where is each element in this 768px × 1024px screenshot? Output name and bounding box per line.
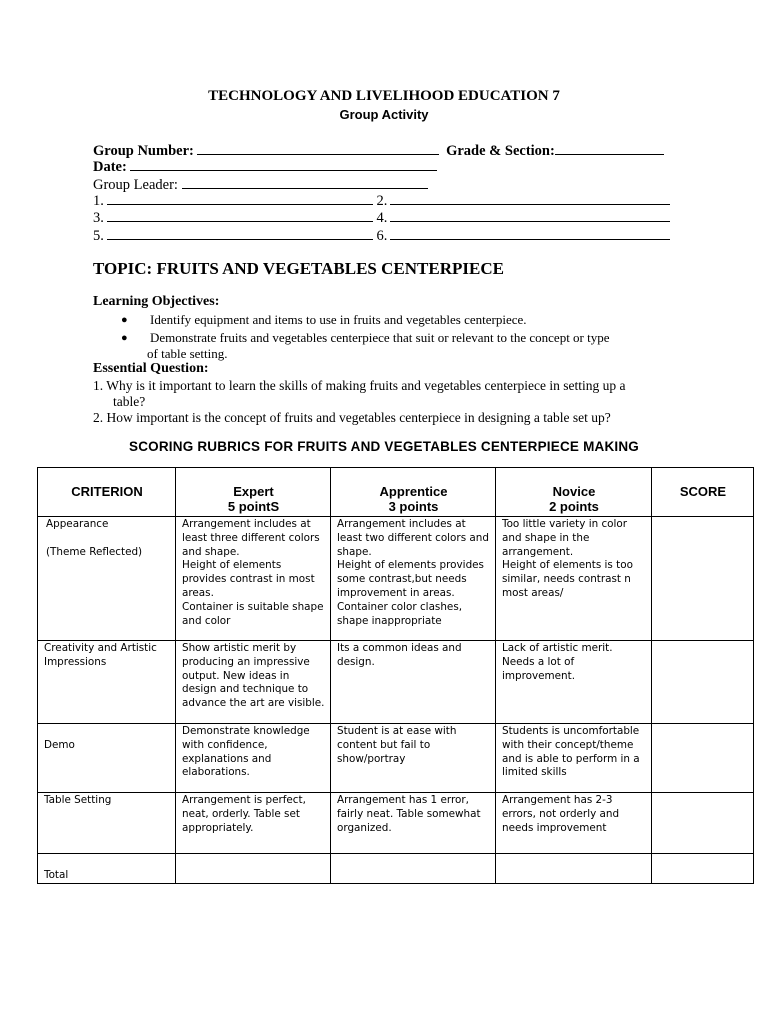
criterion-cell: Appearance (Theme Reflected) bbox=[38, 517, 176, 641]
total-row bbox=[38, 854, 754, 884]
question-2: 2. How important is the concept of fruits and vegetables centerpiece in designing a table set up? bbox=[93, 410, 611, 425]
novice-cell: Too little variety in color and shape in the arrangement. Height of elements is too similar, needs contrast n most areas/ bbox=[496, 517, 652, 641]
total-label-cell: Total bbox=[38, 854, 176, 884]
bullet-icon: ● bbox=[121, 332, 128, 344]
member-number: 1. bbox=[93, 193, 104, 209]
objective-item: Identify equipment and items to use in fruits and vegetables centerpiece. bbox=[150, 312, 527, 327]
score-cell[interactable] bbox=[652, 517, 754, 641]
member-field[interactable] bbox=[107, 208, 373, 222]
date-label: Date: bbox=[93, 159, 127, 175]
expert-cell: Arrangement includes at least three different colors and shape. Height of elements provides contrast in most areas. Container is suitable shape and color bbox=[176, 517, 331, 641]
member-field[interactable] bbox=[390, 208, 670, 222]
member-row bbox=[93, 226, 670, 245]
objective-item: Demonstrate fruits and vegetables centerpiece that suit or relevant to the concept or type bbox=[150, 330, 610, 345]
topic-heading: TOPIC: FRUITS AND VEGETABLES CENTERPIECE bbox=[93, 259, 504, 278]
novice-cell: Lack of artistic merit. Needs a lot of improvement. bbox=[496, 641, 652, 724]
rubric-title: SCORING RUBRICS FOR FRUITS AND VEGETABLES CENTERPIECE MAKING bbox=[128, 439, 640, 454]
document-subtitle: Group Activity bbox=[339, 107, 429, 122]
apprentice-cell: Student is at ease with content but fail to show/portray bbox=[331, 724, 496, 793]
expert-cell: Arrangement is perfect, neat, orderly. Table set appropriately. bbox=[176, 793, 331, 854]
header-apprentice: Apprentice 3 points bbox=[331, 468, 496, 517]
grade-section-label: Grade & Section: bbox=[446, 143, 555, 159]
essential-question-heading: Essential Question: bbox=[93, 361, 209, 376]
table-row bbox=[38, 724, 754, 793]
table-row bbox=[38, 793, 754, 854]
rubric-table bbox=[37, 467, 754, 884]
header-expert: Expert 5 pointS bbox=[176, 468, 331, 517]
novice-cell: Students is uncomfortable with their concept/theme and is able to perform in a limited skills bbox=[496, 724, 652, 793]
score-cell[interactable] bbox=[652, 641, 754, 724]
group-leader-label: Group Leader: bbox=[93, 177, 178, 193]
expert-cell[interactable] bbox=[176, 854, 331, 884]
member-number: 5. bbox=[93, 228, 104, 244]
score-cell[interactable] bbox=[652, 793, 754, 854]
table-row bbox=[38, 517, 754, 641]
learning-objectives-heading: Learning Objectives: bbox=[93, 294, 220, 309]
rubric-header-row bbox=[38, 468, 754, 517]
member-number: 2. bbox=[376, 193, 388, 209]
member-number: 4. bbox=[376, 210, 388, 226]
expert-cell: Show artistic merit by producing an impressive output. New ideas in design and technique to advance the art are visible. bbox=[176, 641, 331, 724]
member-field[interactable] bbox=[390, 191, 670, 205]
member-field[interactable] bbox=[107, 226, 373, 240]
grade-section-field[interactable] bbox=[555, 141, 664, 155]
table-row bbox=[38, 641, 754, 724]
apprentice-cell: Arrangement includes at least two different colors and shape. Height of elements provides some contrast,but needs improvement in areas. Container color clashes, shape inappropriate bbox=[331, 517, 496, 641]
date-field[interactable] bbox=[130, 157, 437, 171]
member-field[interactable] bbox=[107, 191, 373, 205]
member-number: 3. bbox=[93, 210, 104, 226]
question-1: 1. Why is it important to learn the skills of making fruits and vegetables centerpiece in setting up a bbox=[93, 378, 626, 393]
group-number-label: Group Number: bbox=[93, 143, 194, 159]
header-novice: Novice 2 points bbox=[496, 468, 652, 517]
novice-cell[interactable] bbox=[496, 854, 652, 884]
header-score: SCORE bbox=[652, 468, 754, 517]
expert-cell: Demonstrate knowledge with confidence, explanations and elaborations. bbox=[176, 724, 331, 793]
member-number: 6. bbox=[376, 228, 388, 244]
member-row bbox=[93, 208, 670, 227]
criterion-cell: Table Setting bbox=[38, 793, 176, 854]
group-number-field[interactable] bbox=[197, 141, 439, 155]
date-row bbox=[93, 157, 437, 176]
apprentice-cell: Its a common ideas and design. bbox=[331, 641, 496, 724]
score-cell[interactable] bbox=[652, 854, 754, 884]
question-1-continued: table? bbox=[113, 394, 146, 409]
bullet-icon: ● bbox=[121, 314, 128, 326]
score-cell[interactable] bbox=[652, 724, 754, 793]
apprentice-cell[interactable] bbox=[331, 854, 496, 884]
document-title: TECHNOLOGY AND LIVELIHOOD EDUCATION 7 bbox=[208, 88, 560, 104]
criterion-cell: Demo bbox=[38, 724, 176, 793]
header-criterion: CRITERION bbox=[38, 468, 176, 517]
objective-item-continued: of table setting. bbox=[147, 346, 228, 361]
group-leader-field[interactable] bbox=[182, 175, 428, 189]
novice-cell: Arrangement has 2-3 errors, not orderly and needs improvement bbox=[496, 793, 652, 854]
member-field[interactable] bbox=[390, 226, 670, 240]
criterion-cell: Creativity and Artistic Impressions bbox=[38, 641, 176, 724]
apprentice-cell: Arrangement has 1 error, fairly neat. Table somewhat organized. bbox=[331, 793, 496, 854]
